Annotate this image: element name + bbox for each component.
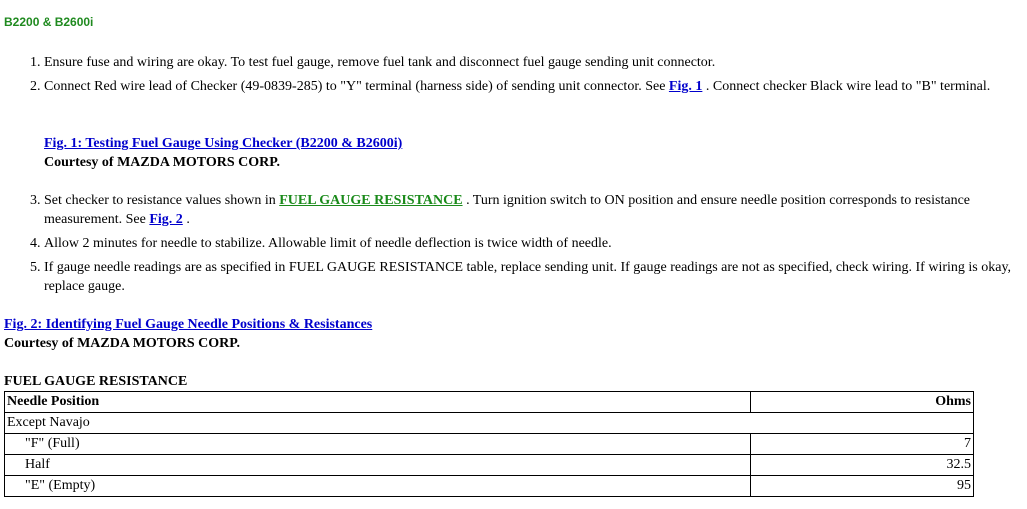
figure-2-link[interactable]: Fig. 2: Identifying Fuel Gauge Needle Positions & Resistances: [4, 317, 373, 332]
step-1-text: Ensure fuse and wiring are okay. To test fuel gauge, remove fuel tank and disconnect fuel gauge sending unit connector.: [44, 55, 716, 70]
fuel-gauge-resistance-table: [4, 391, 974, 497]
table-header-row: [5, 392, 974, 413]
figure-1-courtesy: Courtesy of MAZDA MOTORS CORP.: [44, 155, 281, 170]
step-4-text: Allow 2 minutes for needle to stabilize. Allowable limit of needle deflection is twice width of needle.: [44, 236, 612, 251]
table-row: [5, 434, 974, 455]
figure-1-caption: [44, 134, 402, 172]
step-2: [44, 77, 1017, 96]
group-label: Except Navajo: [5, 413, 974, 434]
procedure-steps-2: [0, 191, 1017, 296]
figure-2-caption: [4, 315, 372, 353]
table-group-row: [5, 413, 974, 434]
step-3-text-before: Set checker to resistance values shown in: [44, 193, 280, 208]
table-row: [5, 455, 974, 476]
step-3: [44, 191, 1017, 229]
figure-2-courtesy: Courtesy of MAZDA MOTORS CORP.: [4, 336, 241, 351]
step-2-text-after: . Connect checker Black wire lead to "B" terminal.: [702, 79, 991, 94]
step-2-text-before: Connect Red wire lead of Checker (49-0839-285) to "Y" terminal (harness side) of sending unit connector. See: [44, 79, 669, 94]
needle-position-cell: "F" (Full): [5, 434, 751, 455]
section-header: B2200 & B2600i: [4, 15, 94, 29]
table-title: FUEL GAUGE RESISTANCE: [4, 374, 188, 389]
step-3-text-after: .: [182, 212, 190, 227]
step-1: [44, 53, 1017, 72]
fig-2-inline-link[interactable]: Fig. 2: [149, 212, 183, 227]
ohms-cell: 32.5: [751, 455, 974, 476]
step-5-text: If gauge needle readings are as specified in FUEL GAUGE RESISTANCE table, replace sending unit. If gauge readings are not as specified, check wiring. If wiring is okay, replace gauge.: [44, 260, 1012, 294]
needle-position-cell: "E" (Empty): [5, 476, 751, 497]
step-4: [44, 234, 1017, 253]
needle-position-cell: Half: [5, 455, 751, 476]
header-ohms: Ohms: [751, 392, 974, 413]
procedure-steps-1: [0, 53, 1017, 96]
step-5: [44, 258, 1017, 296]
table-row: [5, 476, 974, 497]
figure-1-link[interactable]: Fig. 1: Testing Fuel Gauge Using Checker (B2200 & B2600i): [44, 136, 403, 151]
ohms-cell: 95: [751, 476, 974, 497]
step-3-text-mid: . Turn ignition switch to ON position and ensure needle position corresponds to resistance measurement. See: [44, 193, 971, 227]
fig-1-inline-link[interactable]: Fig. 1: [668, 79, 703, 94]
ohms-cell: 7: [751, 434, 974, 455]
fuel-gauge-resistance-link[interactable]: FUEL GAUGE RESISTANCE: [279, 193, 463, 208]
header-needle-position: Needle Position: [5, 392, 751, 413]
